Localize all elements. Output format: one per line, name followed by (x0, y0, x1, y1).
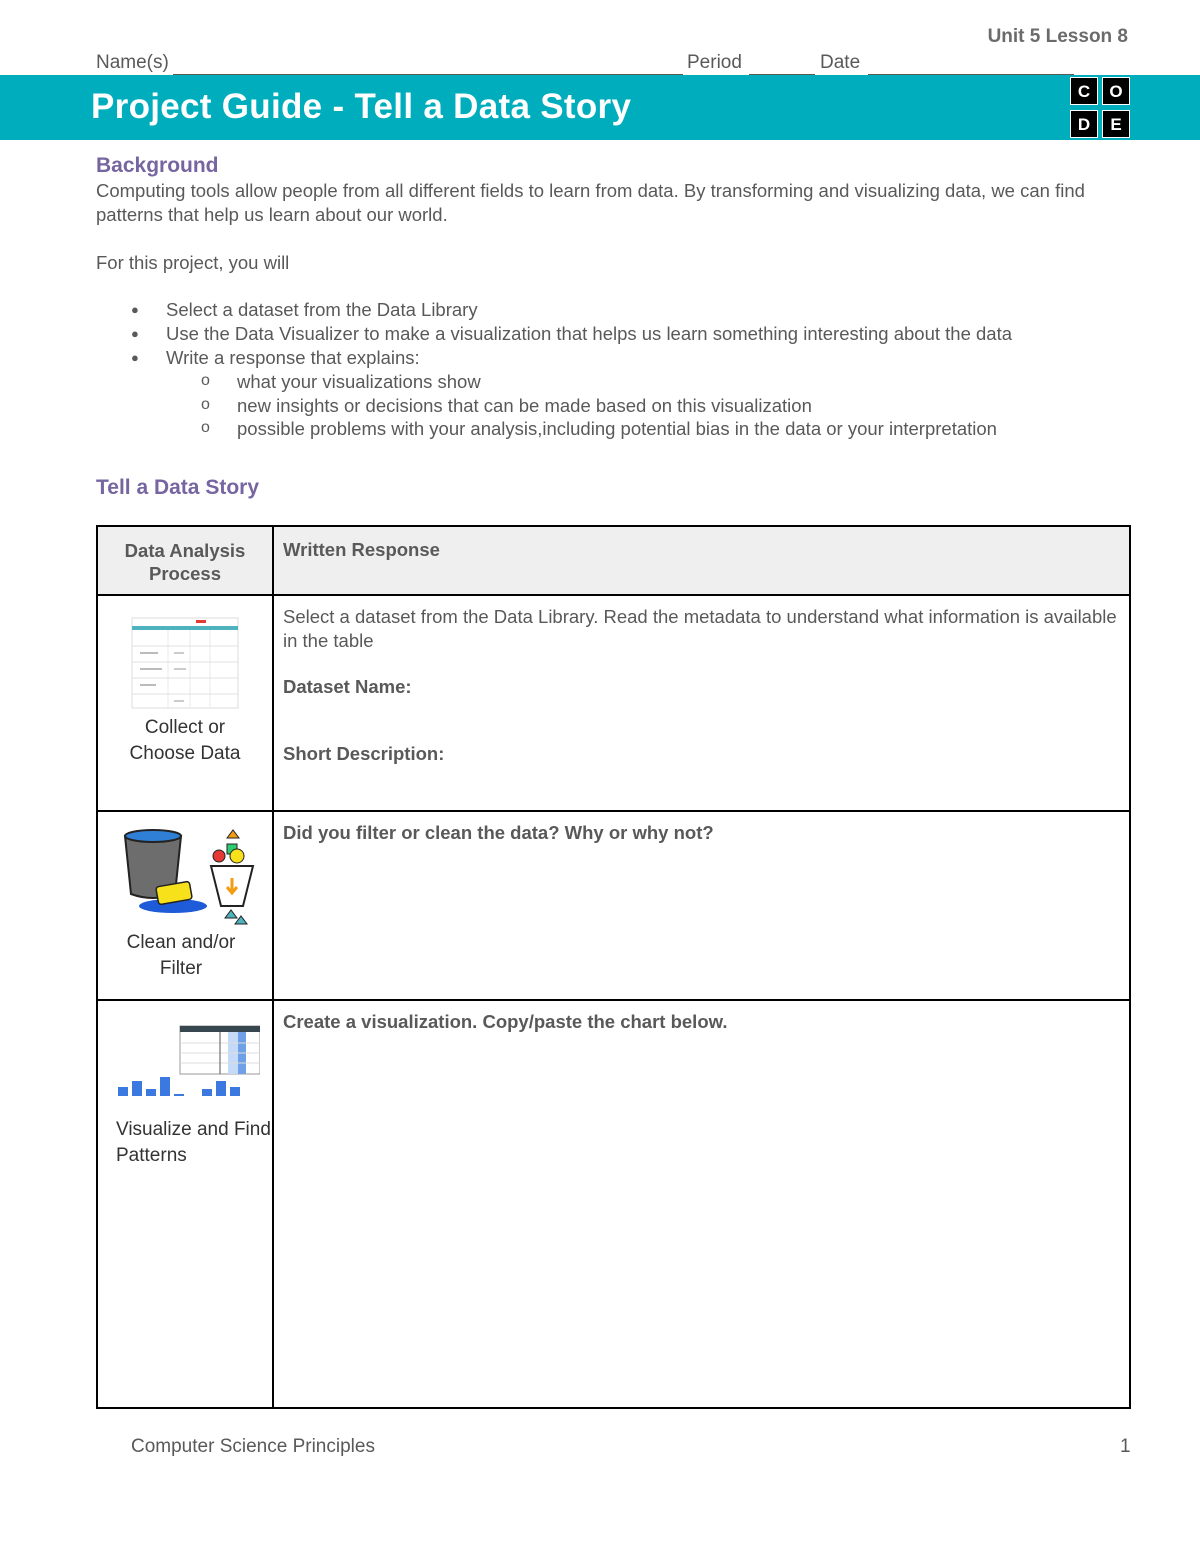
date-label: Date (820, 52, 861, 73)
data-table-screenshot-icon (130, 616, 240, 711)
page-title: Project Guide - Tell a Data Story (91, 87, 632, 126)
background-heading: Background (96, 154, 219, 177)
clean-prompt: Did you filter or clean the data? Why or why not? (283, 822, 714, 843)
name-period-date-row (96, 52, 1074, 76)
name-label: Name(s) (96, 52, 169, 73)
process-cell-collect (97, 595, 273, 811)
sub-list-item: o what your visualizations show (96, 370, 1126, 394)
logo-letter-d: D (1070, 110, 1098, 138)
unit-lesson-label: Unit 5 Lesson 8 (987, 26, 1128, 47)
collect-prompt: Select a dataset from the Data Library. Read the metadata to understand what information is available in the table (283, 606, 1117, 651)
list-item: ● Use the Data Visualizer to make a visualization that helps us learn something interesting about the data (96, 322, 1126, 346)
intro-line: For this project, you will (96, 252, 290, 273)
col-header-response: Written Response (273, 526, 1130, 595)
process-caption: Collect or Choose Data (129, 717, 241, 764)
page-number: 1 (1120, 1436, 1131, 1457)
dataset-name-field: Dataset Name: (283, 676, 412, 697)
sub-list-item: o possible problems with your analysis,including potential bias in the data or your interpretation (96, 417, 1126, 441)
response-cell-collect[interactable] (273, 595, 1130, 811)
col-header-process: Data Analysis Process (97, 526, 273, 595)
sub-list-item: o new insights or decisions that can be made based on this visualization (96, 394, 1126, 418)
code-logo (1070, 77, 1132, 139)
task-list (96, 298, 1126, 441)
list-item: ● Write a response that explains: (96, 346, 1126, 370)
process-caption: Visualize and Find Patterns (116, 1119, 271, 1166)
process-cell-clean (97, 811, 273, 1000)
period-label: Period (687, 52, 742, 73)
logo-letter-o: O (1102, 77, 1130, 105)
short-description-field: Short Description: (283, 743, 445, 764)
background-paragraph: Computing tools allow people from all different fields to learn from data. By transforming and visualizing data, we can find patterns that help us learn about our world. (96, 180, 1085, 225)
response-cell-clean[interactable] (273, 811, 1130, 1000)
footer-course: Computer Science Principles (131, 1436, 375, 1457)
data-story-table (96, 525, 1131, 1409)
process-caption: Clean and/or Filter (126, 932, 236, 979)
logo-letter-e: E (1102, 110, 1130, 138)
bucket-and-filter-icon (115, 826, 255, 926)
bar-chart-icon (110, 1023, 260, 1103)
process-cell-visualize (97, 1000, 273, 1408)
logo-letter-c: C (1070, 77, 1098, 105)
visualize-prompt: Create a visualization. Copy/paste the chart below. (283, 1011, 728, 1032)
response-cell-visualize[interactable] (273, 1000, 1130, 1408)
list-item: ● Select a dataset from the Data Library (96, 298, 1126, 322)
story-heading: Tell a Data Story (96, 476, 259, 499)
